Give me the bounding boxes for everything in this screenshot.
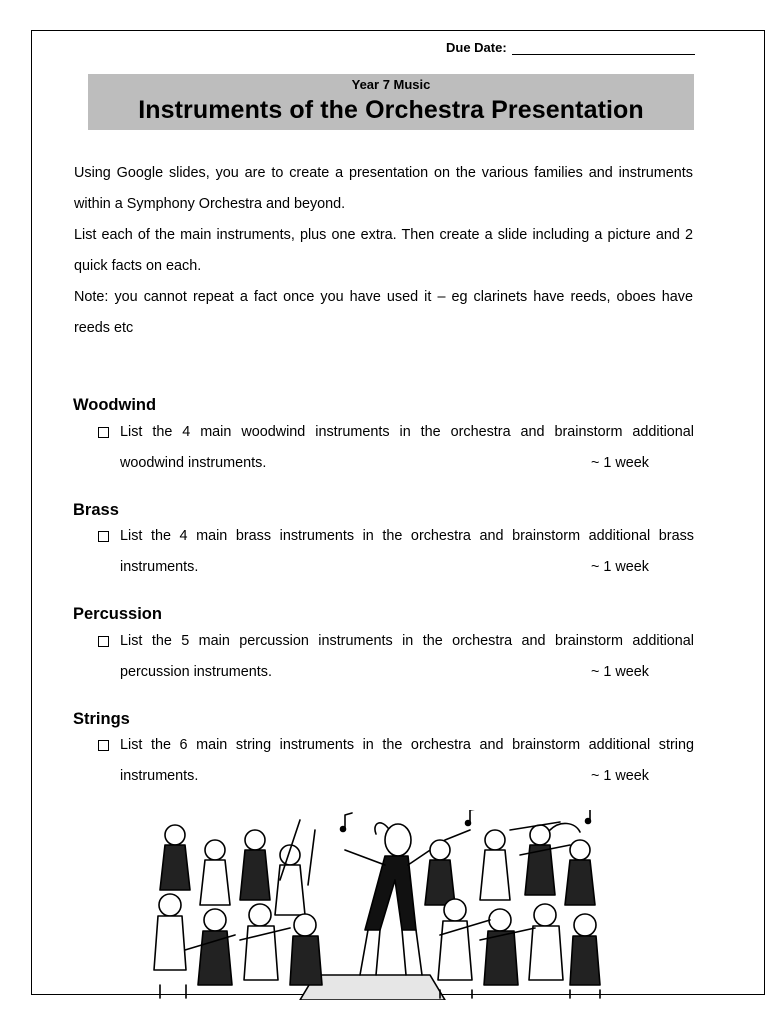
task-duration: ~ 1 week bbox=[591, 559, 649, 575]
title-banner bbox=[88, 74, 694, 130]
subtitle: Year 7 Music bbox=[351, 77, 431, 92]
instructions bbox=[74, 158, 693, 344]
task-percussion bbox=[98, 626, 694, 688]
task-text: List the 4 main woodwind instruments in the orchestra and brainstorm additional woodwind instruments. bbox=[120, 424, 694, 471]
task-text: List the 5 main percussion instruments in the orchestra and brainstorm additional percussion instruments. bbox=[120, 633, 694, 680]
task-woodwind bbox=[98, 417, 694, 479]
task-brass bbox=[98, 521, 694, 583]
section-heading-woodwind: Woodwind bbox=[73, 396, 157, 414]
checkbox[interactable] bbox=[98, 636, 109, 647]
task-text: List the 4 main brass instruments in the orchestra and brainstorm additional brass instruments. bbox=[120, 528, 694, 575]
due-date-label: Due Date: bbox=[446, 40, 507, 55]
instruction-paragraph: Using Google slides, you are to create a presentation on the various families and instruments within a Symphony Orchestra and beyond. bbox=[74, 165, 693, 212]
page-title: Instruments of the Orchestra Presentation bbox=[138, 96, 644, 124]
instruction-note: Note: you cannot repeat a fact once you have used it – eg clarinets have reeds, oboes have reeds etc bbox=[74, 289, 693, 336]
section-heading-percussion: Percussion bbox=[73, 605, 162, 623]
orchestra-illustration bbox=[140, 810, 605, 1000]
task-strings bbox=[98, 730, 694, 792]
task-duration: ~ 1 week bbox=[591, 455, 649, 471]
section-heading-brass: Brass bbox=[73, 501, 119, 519]
checkbox[interactable] bbox=[98, 427, 109, 438]
section-heading-strings: Strings bbox=[73, 710, 130, 728]
task-text: List the 6 main string instruments in the orchestra and brainstorm additional string instruments. bbox=[120, 737, 694, 784]
instruction-paragraph: List each of the main instruments, plus one extra. Then create a slide including a picture and 2 quick facts on each. bbox=[74, 227, 693, 274]
task-duration: ~ 1 week bbox=[591, 768, 649, 784]
checkbox[interactable] bbox=[98, 740, 109, 751]
checkbox[interactable] bbox=[98, 531, 109, 542]
task-duration: ~ 1 week bbox=[591, 664, 649, 680]
due-date-line bbox=[512, 54, 695, 55]
